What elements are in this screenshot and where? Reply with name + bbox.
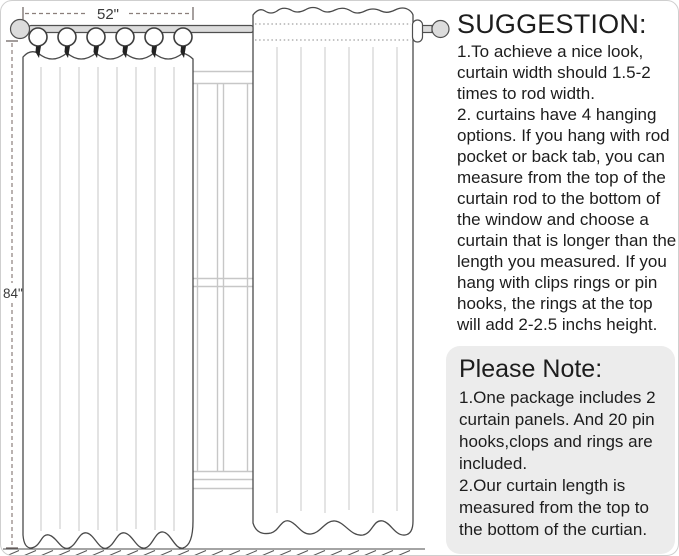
suggestion-title: SUGGESTION: [457, 9, 647, 39]
height-dimension-line [3, 41, 23, 548]
rod-pocket-end [413, 20, 423, 42]
right-finial [432, 21, 449, 38]
suggestion-item-2: 2. curtains have 4 hanging options. If you hang with rod pocket or back tab, you can measure from the top of the curtain rod to the bottom of the window and choose a curtain that is longer than the length you measured. If you hang with clips rings or pin hooks, the rings at the top will add 2-2.5 inchs height. [457, 105, 677, 334]
width-dimension-line [23, 6, 193, 23]
rod-width-label: 52" [96, 6, 120, 23]
please-note-box [446, 346, 675, 554]
floor-line [3, 549, 425, 556]
curtain-clips [36, 46, 187, 58]
curtain-ring [145, 28, 163, 46]
curtain-ring [29, 28, 47, 46]
suggestion-section [457, 8, 678, 335]
curtain-ring [116, 28, 134, 46]
window-frame [189, 63, 255, 489]
floor-hatching [5, 551, 410, 556]
left-curtain-panel [23, 46, 193, 548]
suggestion-item-1: 1.To achieve a nice look, curtain width should 1.5-2 times to rod width. [457, 42, 651, 103]
right-curtain-panel [253, 8, 413, 536]
curtain-length-label: 84" [3, 286, 23, 301]
left-finial [11, 20, 30, 39]
curtain-diagram [1, 1, 456, 556]
curtain-ring [58, 28, 76, 46]
note-item-1: 1.One package includes 2 curtain panels. And 20 pin hooks,clops and rings are included. [459, 388, 656, 473]
note-title: Please Note: [459, 355, 603, 383]
curtain-ring [87, 28, 105, 46]
note-item-2: 2.Our curtain length is measured from the top to the bottom of the curtian. [459, 476, 649, 539]
curtain-ring [174, 28, 192, 46]
